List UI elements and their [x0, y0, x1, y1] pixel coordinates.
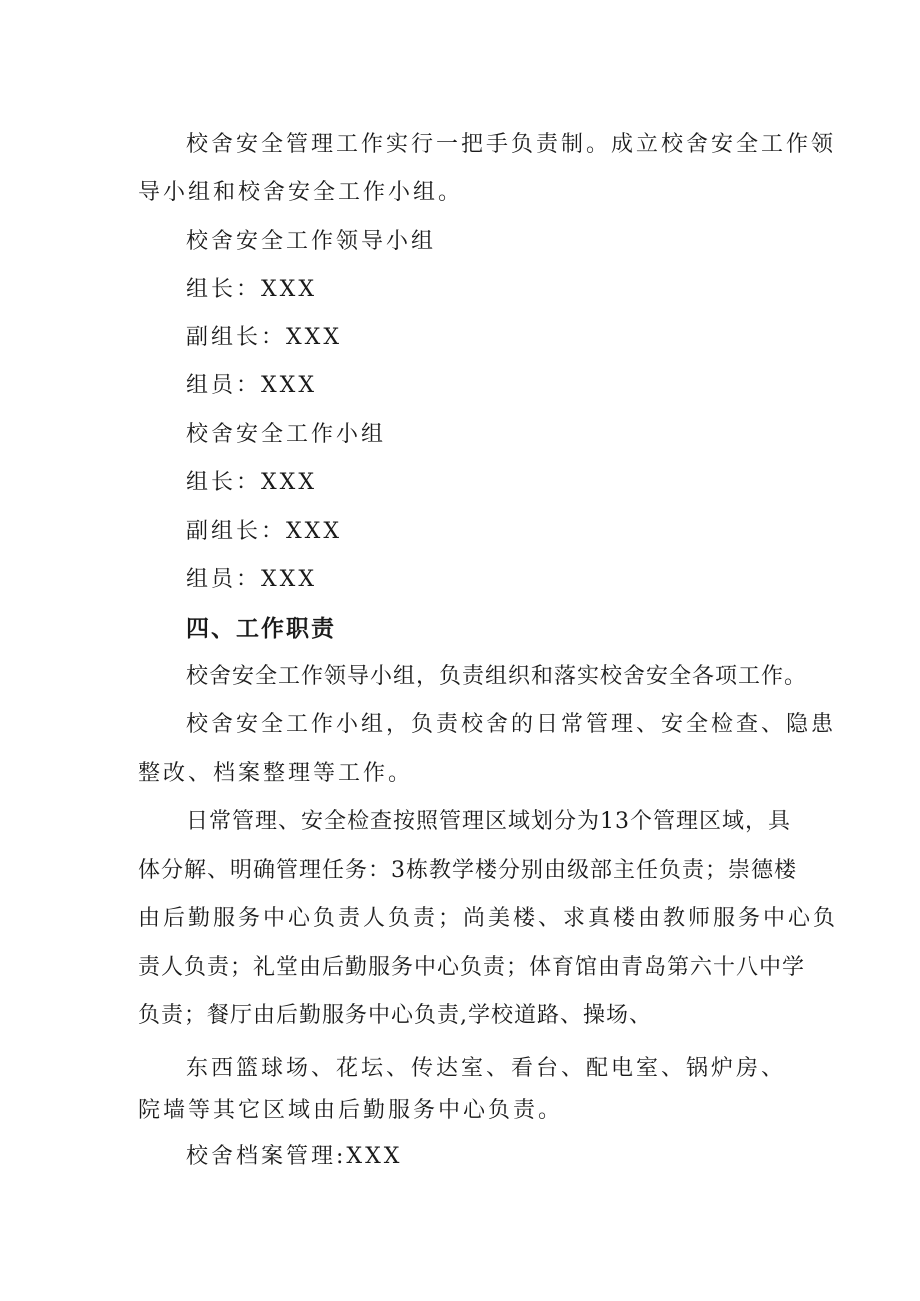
work-group-leader: 组长：XXX: [186, 470, 317, 495]
duty-paragraph-1: 校舍安全工作领导小组，负责组织和落实校舍安全各项工作。: [186, 664, 808, 689]
area-paragraph-line-5: 负责；餐厅由后勤服务中心负责,学校道路、操场、: [138, 1003, 652, 1028]
work-group-title: 校舍安全工作小组: [186, 422, 387, 447]
work-group-members: 组员：XXX: [186, 567, 317, 592]
intro-paragraph-line-2: 导小组和校舍安全工作小组。: [138, 180, 464, 205]
duty-paragraph-2-line-2: 整改、档案整理等工作。: [138, 761, 414, 786]
area-paragraph-line-3: 由后勤服务中心负责人负责；尚美楼、求真楼由教师服务中心负: [138, 906, 839, 931]
leadership-group-deputy: 副组长：XXX: [186, 325, 342, 350]
intro-paragraph-line-1: 校舍安全管理工作实行一把手负责制。成立校舍安全工作领: [186, 132, 837, 157]
area-paragraph-line-4: 责人负责；礼堂由后勤服务中心负责；体育馆由青岛第六十八中学: [138, 955, 806, 980]
leadership-group-members: 组员：XXX: [186, 373, 317, 398]
duty-paragraph-2-line-1: 校舍安全工作小组，负责校舍的日常管理、安全检查、隐患: [186, 712, 837, 737]
area-paragraph-line-1: 日常管理、安全检查按照管理区域划分为13个管理区域，具: [186, 809, 791, 834]
leadership-group-title: 校舍安全工作领导小组: [186, 229, 437, 254]
other-areas-line-1: 东西篮球场、花坛、传达室、看台、配电室、锅炉房、: [186, 1056, 787, 1081]
area-paragraph-line-2: 体分解、明确管理任务：3栋教学楼分别由级部主任负责；崇德楼: [138, 858, 797, 883]
other-areas-line-2: 院墙等其它区域由后勤服务中心负责。: [138, 1098, 564, 1123]
work-group-deputy: 副组长：XXX: [186, 519, 342, 544]
section-heading: 四、工作职责: [186, 616, 336, 642]
archive-manager-line: 校舍档案管理:XXX: [186, 1144, 403, 1169]
leadership-group-leader: 组长：XXX: [186, 277, 317, 302]
